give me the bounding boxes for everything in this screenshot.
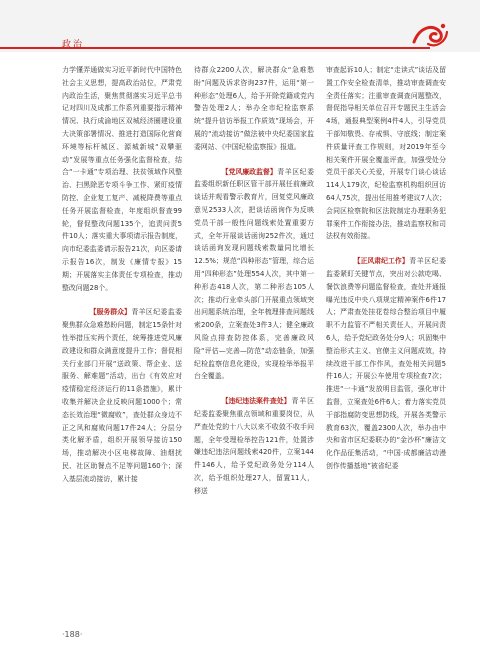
text-column-1: [62, 64, 182, 486]
paragraph: 待群众2200人次，解决群众“急难愁盼”问题及诉求咨询237件，运用“第一种形态”处理6人，给予开除党籍或党内警告处理2人；举办全市纪检监察系统“提升信访举报工作质效”现场会，开展的“流动接访”做法被中央纪委国家监委网站、《中国纪检监察报》报道。: [194, 66, 314, 151]
paragraph: 青羊区纪委监委聚焦重点领域和重要岗位，从严查处党的十八大以来不收敛不收手问题，全年受理检举控告121件，处置涉嫌违纪违法问题线索420件，立案144件146人，给予党纪政务处分114人次，给予组织处理27人，留置11人，移送: [194, 397, 314, 495]
paragraph: 力学懂弄通做实习近平新时代中国特色社会主义思想，提高政治站位，严肃党内政治生活，聚焦贯彻落实习近平总书记对四川及成都工作系列重要指示精神情况、执行成渝地区双城经济圈建设重大决策部署情况、推进打造国际化营商环境等标杆城区、源城新城“双攀驱动”发展等重点任务强化监督检查，结合“一卡通”专项治理、扶贫领域作风整治、扫黑除恶专项斗争工作、紧盯疫情防控、企业复工复产、减税降费等重点任务开展监督检查，年度组织督查99轮，督促整改问题135个，追责问责5件10人；落实重大事项请示报告制度，向市纪委监委请示报告21次，向区委请示报告16次，制发《廉情专报》15期；开展落实主体责任专项检查，推动整改问题28个。: [62, 66, 182, 292]
text-column-3: [326, 64, 446, 473]
paragraph: 青羊区纪委监委紧盯关键节点，突出对公款吃喝、餐饮浪费等问题监督检查，查处并通报曝光违反中央八项规定精神案件6件17人；严肃查处挂花卷综合整治项目中履职不力监管不严相关责任人，开展问责6人，给予党纪政务处分9人；巩固集中整治形式主义、官僚主义问题成效，持续改进干部工作作风，查处相关问题5件16人；开展公车使用专项检查7次；推进“一卡通”发放明目监管，强化审计监督，立案查处6件6人；着力落实党员干部指腐防变思想防线，开展各类警示教育63次，覆盖2300人次，举办由中央和省市区纪委联办的“金沙杯”廉洁文化作品征集活动，“中国·成都廉洁动漫创作传播基地”被省纪委: [326, 257, 446, 470]
paragraph: 审查起诉10人；制定“走读式”谈话及留置工作安全检查清单，推动审查调查安全责任落实；注重审查调查问题整改，督促指导相关单位召开专题民主生活会4场，通报典型案例4件4人，引导党员干部知敬畏、存戒惧、守底线；制定案件质量评查工作规则，对2019年至今相关案件开展全覆盖评查，加强受处分党员干部关心关爱，开展专门谈心谈话114人179次，纪检监察机构组织回访64人75次，提出任用推考建议7人次；会同区检察院和区法院制定办理职务犯罪案件工作衔接办法，推动监察权和司法权有效衔接。: [326, 66, 446, 241]
section-heading-cases: 【违纪违法案件查处】: [221, 397, 291, 406]
paragraph: 青羊区纪委监委聚焦群众急难愁盼问题，制定15条针对性举措压实两个责任，统筹推进党风廉政建设和群众满意度提升工作；督促相关行业部门开展“送政策、帮企业、送服务、解难题”活动，出台《有效应对疫情稳定经济运行的11条措施》，累计收集并解决企业反映问题1000个；常态长效治理“微腐败”，查处群众身边不正之风和腐败问题17件24人；分层分类化解矛盾，组织开展领导接访150场，推动解决小区电梯故障、油烟扰民、社区助餐点不足等问题160个；深入基层流动接访，累计接: [62, 308, 182, 483]
page-number: ·188·: [62, 630, 83, 639]
section-heading-supervision: 【党风廉政监督】: [221, 167, 277, 176]
paragraph: 青羊区纪委监委组织新任职区管干部开展任前廉政谈话并观看警示教育片，回复党风廉政意见2533人次，把谈话函询作为反映党员干部一般性问题线索处置重要方式，全年开展谈话函询252件次，通过谈话函询发现问题线索数量同比增长12.5%；规范“四种形态”管理，综合运用“四种形态”处理554人次，其中第一种形态418人次，第二种形态105人次；推动行业牵头部门开展重点领域突出问题系统治理，全年梳理排查问题线索200条，立案查处3件3人；健全廉政风险点排查防控体系，完善廉政风险“评估—完善—防范”动态链条，加强纪检监察信息化建设，实现检举举报平台全覆盖。: [194, 167, 314, 381]
section-heading-discipline: 【正风肃纪工作】: [353, 257, 409, 266]
section-label: 政治: [62, 40, 85, 50]
section-heading-service: 【服务群众】: [89, 308, 131, 317]
red-swirl-logo-icon: [410, 18, 450, 50]
text-column-2: [194, 64, 314, 498]
